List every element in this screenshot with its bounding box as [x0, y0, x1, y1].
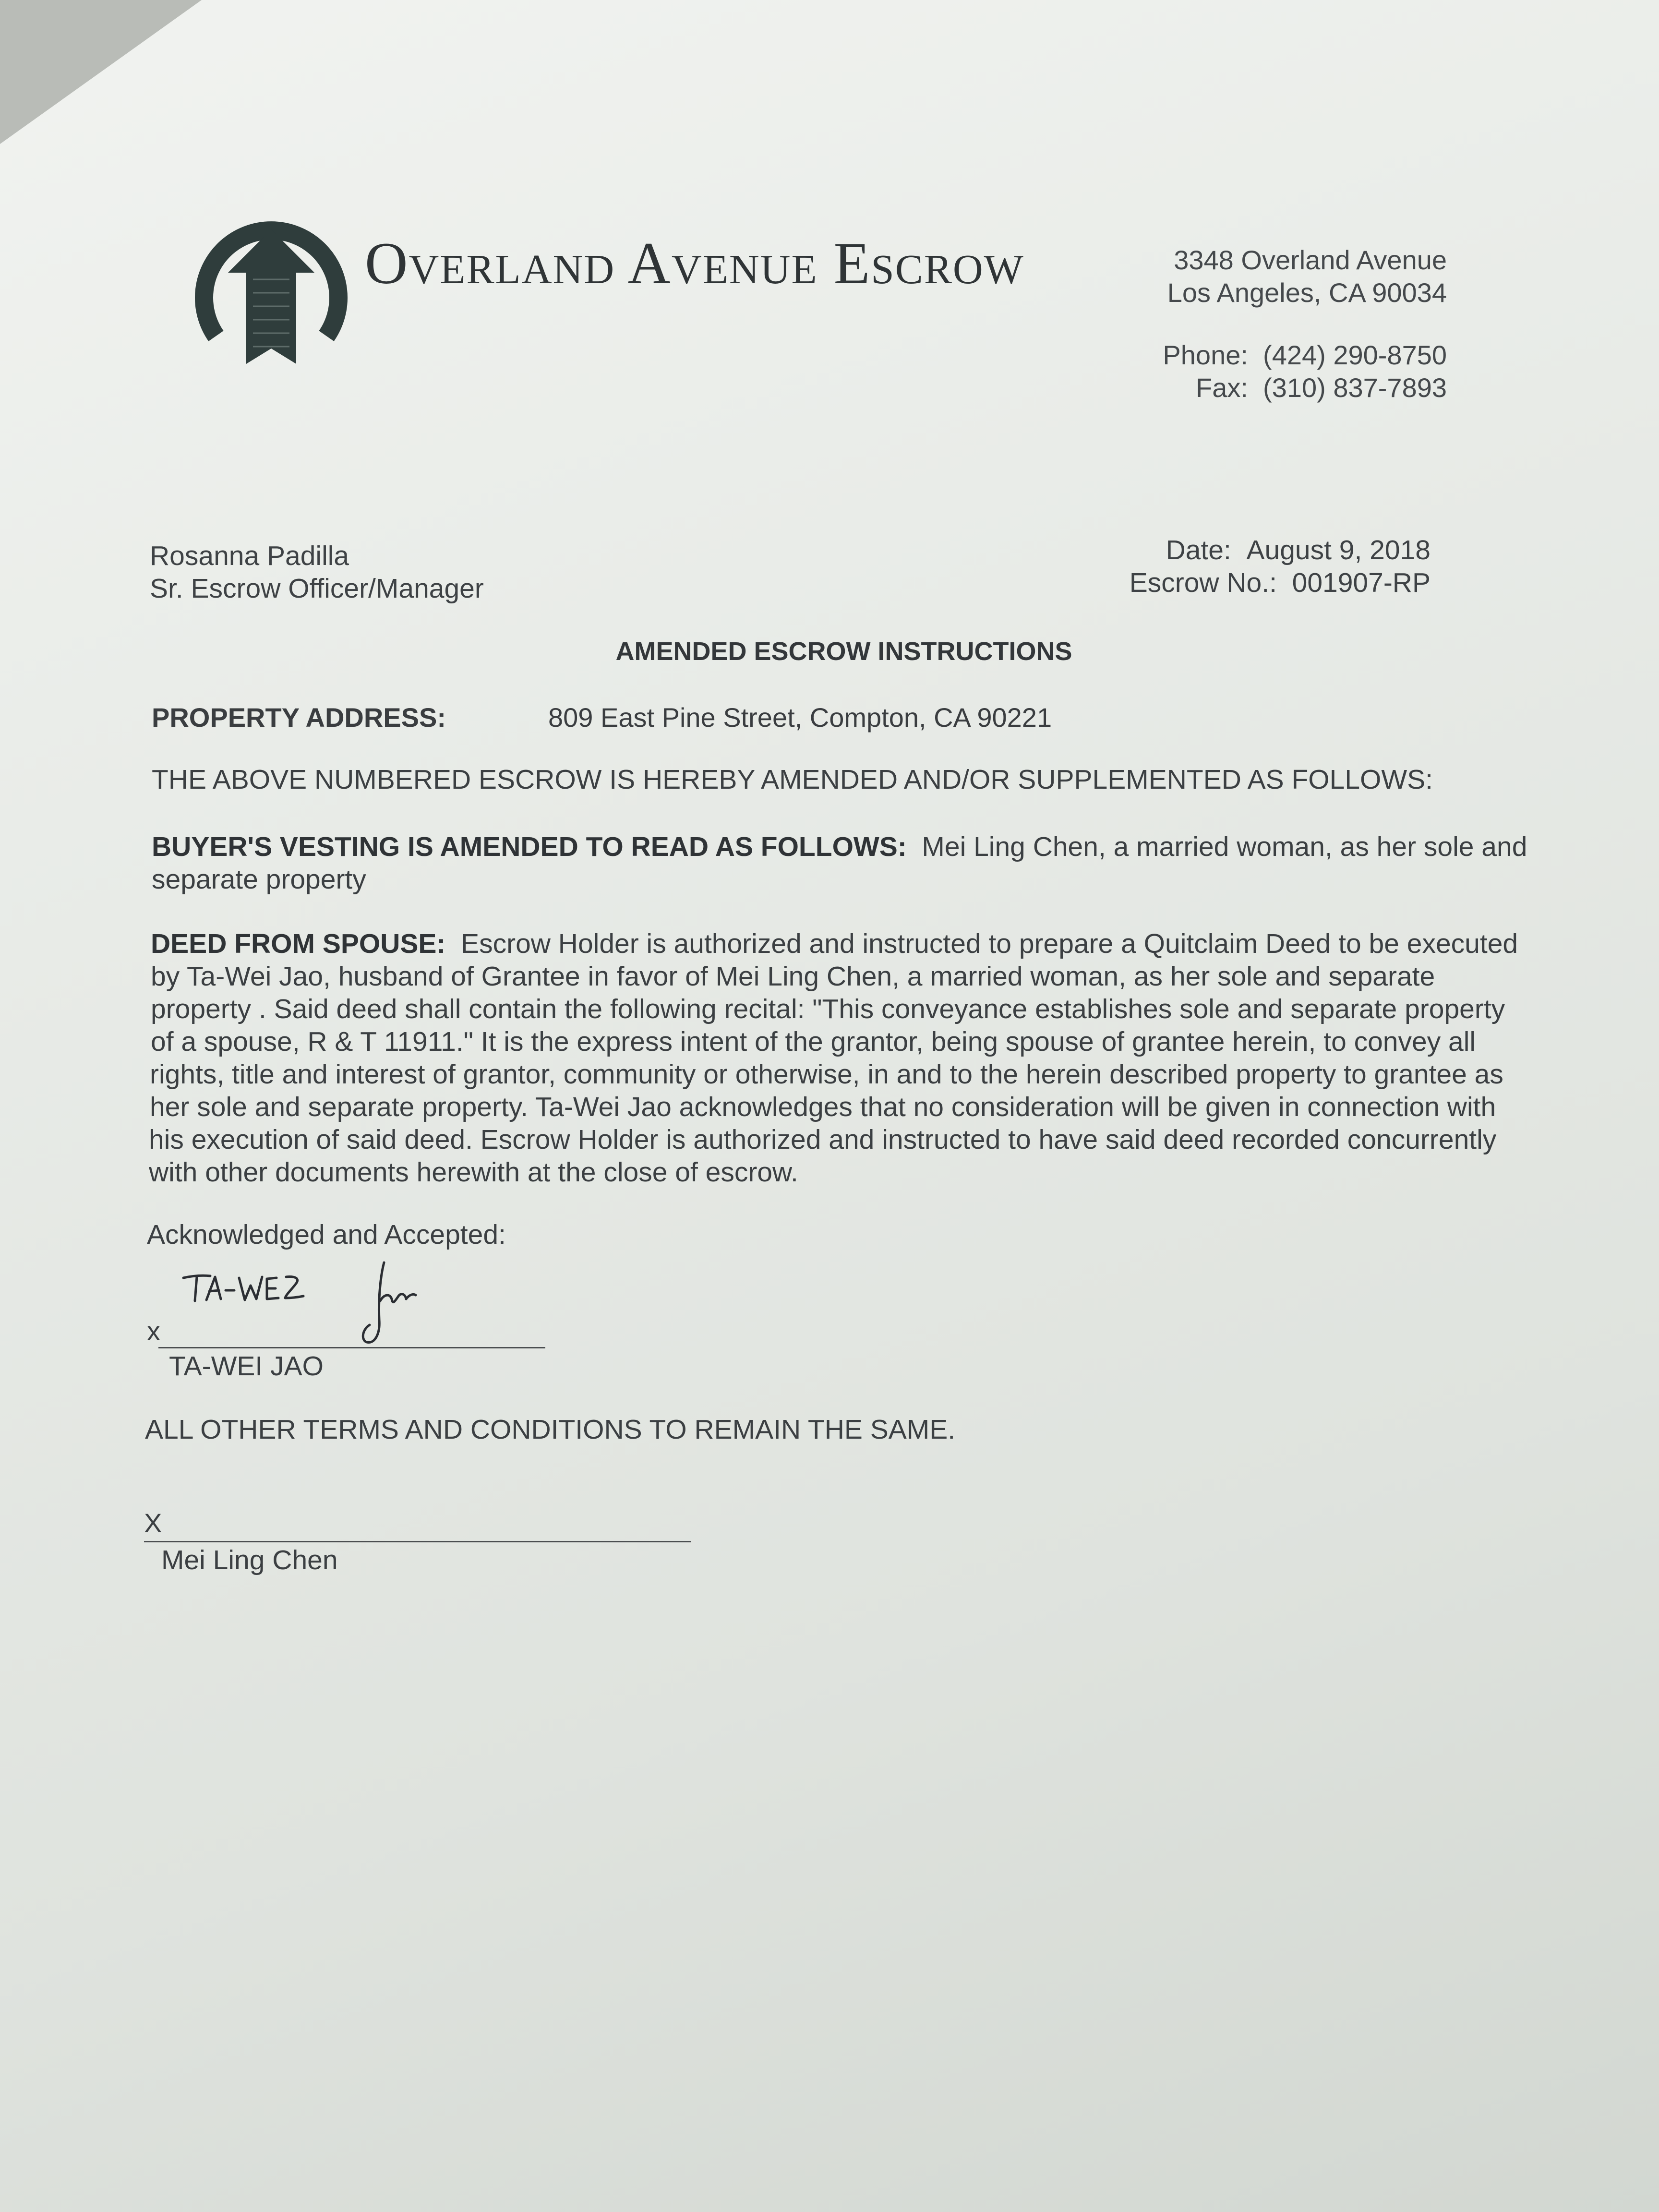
- deed-heading: DEED FROM SPOUSE:: [151, 928, 446, 959]
- phone-line: [1163, 339, 1447, 372]
- signer2-signature-line: [144, 1541, 691, 1542]
- officer-title: Sr. Escrow Officer/Manager: [150, 573, 484, 604]
- signer1-name: TA-WEI JAO: [169, 1351, 324, 1382]
- deed-text-4: of a spouse, R & T 11911." It is the express intent of the grantor, being spouse of grantee herein, to convey all: [151, 1026, 1476, 1057]
- fax-line: [1163, 372, 1447, 404]
- vesting-text-1: Mei Ling Chen, a married woman, as her sole and: [922, 831, 1527, 862]
- fax-label: Fax:: [1196, 373, 1248, 403]
- date-value: August 9, 2018: [1246, 535, 1431, 565]
- signer2-x-mark: X: [144, 1508, 162, 1538]
- escrow-number-value: 001907-RP: [1292, 567, 1431, 598]
- fax-number: (310) 837-7893: [1263, 373, 1447, 403]
- folded-corner: [0, 0, 202, 144]
- property-address-label: PROPERTY ADDRESS:: [152, 702, 446, 733]
- date-label: Date:: [1166, 535, 1231, 565]
- handwritten-signature-ta-wei: [173, 1248, 470, 1363]
- officer-name: Rosanna Padilla: [150, 541, 349, 571]
- signer1-signature-line: [158, 1347, 545, 1348]
- deed-text-7: his execution of said deed. Escrow Holder is authorized and instructed to have said deed recorded concurrently: [149, 1124, 1497, 1155]
- property-address-value: 809 East Pine Street, Compton, CA 90221: [548, 702, 1052, 733]
- acknowledged-label: Acknowledged and Accepted:: [147, 1219, 506, 1250]
- phone-label: Phone:: [1163, 340, 1248, 370]
- escrow-number-label: Escrow No.:: [1129, 567, 1277, 598]
- deed-text-2: by Ta-Wei Jao, husband of Grantee in favor of Mei Ling Chen, a married woman, as her sole and separate: [151, 961, 1435, 992]
- property-address-line: [152, 702, 1052, 733]
- vesting-line-1: [152, 830, 1527, 863]
- vesting-text-2: separate property: [152, 864, 366, 895]
- escrow-number-line: [1130, 566, 1431, 599]
- amend-statement: THE ABOVE NUMBERED ESCROW IS HEREBY AMENDED AND/OR SUPPLEMENTED AS FOLLOWS:: [152, 764, 1433, 795]
- vesting-heading: BUYER'S VESTING IS AMENDED TO READ AS FOLLOWS:: [152, 831, 907, 862]
- remaining-terms: ALL OTHER TERMS AND CONDITIONS TO REMAIN THE SAME.: [145, 1414, 956, 1445]
- phone-number: (424) 290-8750: [1263, 340, 1447, 370]
- company-contact-block: [1163, 244, 1447, 404]
- signer1-x-mark: x: [147, 1316, 160, 1346]
- company-name: Overland Avenue Escrow: [365, 230, 1024, 296]
- deed-line-1: [151, 927, 1518, 960]
- date-escrow-block: [1130, 534, 1431, 599]
- signer2-name: Mei Ling Chen: [161, 1545, 338, 1575]
- deed-text-1: Escrow Holder is authorized and instructed to prepare a Quitclaim Deed to be executed: [461, 928, 1518, 959]
- deed-text-3: property . Said deed shall contain the following recital: "This conveyance establishes sole and separate property: [151, 994, 1505, 1024]
- officer-block: [150, 540, 484, 605]
- address-line-1: 3348 Overland Avenue: [1174, 245, 1447, 275]
- date-line: [1130, 534, 1431, 566]
- house-arch-logo-icon: [190, 173, 353, 374]
- address-line-2: Los Angeles, CA 90034: [1167, 277, 1447, 308]
- document-title: AMENDED ESCROW INSTRUCTIONS: [615, 637, 1072, 666]
- deed-text-6: her sole and separate property. Ta-Wei Jao acknowledges that no consideration will be given in connection with: [150, 1092, 1496, 1122]
- deed-text-8: with other documents herewith at the close of escrow.: [149, 1157, 798, 1188]
- deed-text-5: rights, title and interest of grantor, community or otherwise, in and to the herein described property to grantee as: [150, 1059, 1503, 1090]
